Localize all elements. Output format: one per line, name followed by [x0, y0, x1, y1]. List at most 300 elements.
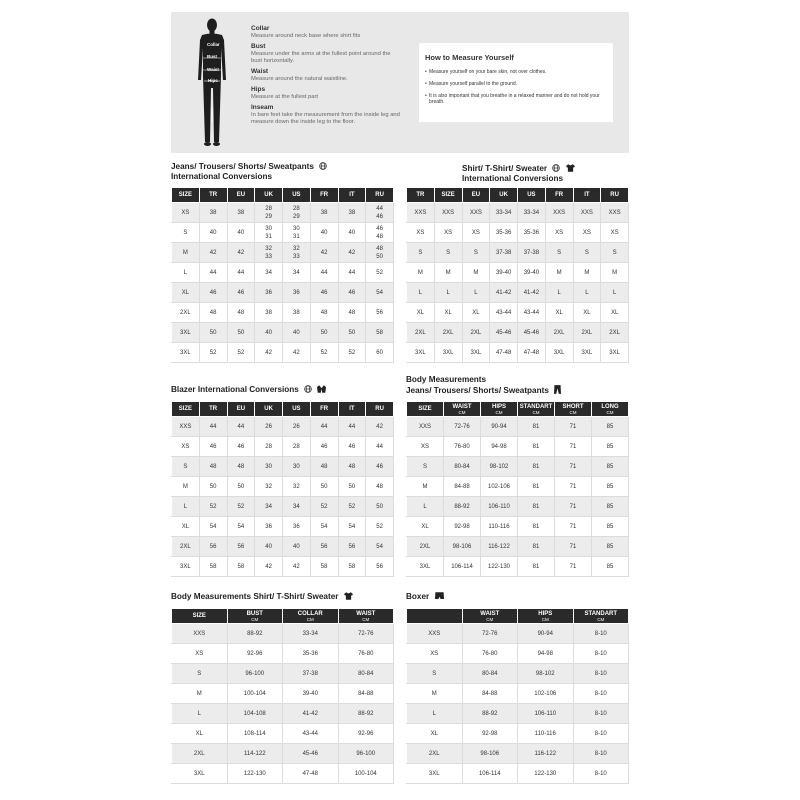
table-row	[407, 437, 629, 457]
table-cell: XL	[407, 517, 444, 537]
table-header-row	[407, 609, 629, 624]
table-cell: 90-94	[481, 417, 518, 437]
table-row	[172, 644, 394, 664]
table-cell: 46	[310, 283, 338, 303]
table-cell: 50	[199, 477, 227, 497]
table-cell: M	[407, 263, 435, 283]
table-cell: XXS	[172, 624, 228, 644]
table-cell: XS	[434, 223, 462, 243]
table-cell: 72-76	[444, 417, 481, 437]
table-cell: 2XL	[545, 323, 573, 343]
table-row	[407, 303, 629, 323]
table-cell: S	[172, 457, 200, 477]
table-row	[407, 343, 629, 363]
column-header	[573, 609, 629, 624]
table-row	[172, 243, 394, 263]
blazer-intl-title	[171, 385, 326, 395]
table-cell: 47-48	[518, 343, 546, 363]
table-cell: XXS	[601, 203, 629, 223]
measure-title: Waist	[251, 68, 269, 75]
table-cell: XXS	[407, 417, 444, 437]
column-header-label: STANDART	[519, 403, 553, 410]
column-header: UK	[490, 188, 518, 203]
table-cell: 42	[338, 243, 366, 263]
table-cell: 58	[338, 557, 366, 577]
table-cell: 38	[227, 203, 255, 223]
column-header-label: STANDART	[584, 610, 618, 617]
table-row	[172, 457, 394, 477]
table-cell: 90-94	[518, 624, 574, 644]
column-header: EU	[462, 188, 490, 203]
table-cell: 98-106	[444, 537, 481, 557]
table-cell: M	[172, 684, 228, 704]
table-header-row	[172, 402, 394, 417]
table-cell: XXS	[407, 203, 435, 223]
body-jeans-table	[406, 401, 629, 577]
table-cell: 30	[255, 457, 283, 477]
table-cell: 46	[199, 283, 227, 303]
table-row	[407, 724, 629, 744]
table-cell: 3XL	[407, 764, 463, 784]
body-shirt-title-line1: Body Measurements Shirt/ T-Shirt/ Sweater	[171, 592, 339, 601]
table-cell: XS	[573, 223, 601, 243]
table-cell: 48	[310, 457, 338, 477]
table-row	[172, 203, 394, 223]
table-cell: 52	[366, 263, 394, 283]
table-row	[407, 764, 629, 784]
table-cell: 36	[255, 283, 283, 303]
table-cell: 81	[518, 437, 555, 457]
table-cell: 56	[310, 537, 338, 557]
column-header-unit: CM	[541, 616, 549, 622]
column-header: RU	[601, 188, 629, 203]
column-header	[283, 609, 339, 624]
column-header-label: HIPS	[538, 610, 553, 617]
table-cell: 104-108	[227, 704, 283, 724]
table-cell: 72-76	[462, 624, 518, 644]
table-cell: 92-96	[227, 644, 283, 664]
column-header-label: WAIST	[356, 610, 376, 617]
table-cell: 36	[255, 517, 283, 537]
column-header-unit: CM	[306, 616, 314, 622]
body-shirt-title	[171, 592, 353, 602]
table-cell: 50	[227, 323, 255, 343]
table-cell: 106-110	[518, 704, 574, 724]
table-row	[172, 764, 394, 784]
table-cell: XL	[434, 303, 462, 323]
globe-icon	[552, 164, 560, 172]
table-header-row	[172, 609, 394, 624]
column-header: SIZE	[434, 188, 462, 203]
table-row	[172, 437, 394, 457]
table-cell: 8-10	[573, 704, 629, 724]
trousers-icon	[554, 385, 561, 394]
table-cell: 40	[283, 537, 311, 557]
figure-label-inseam: Inseam	[209, 108, 214, 122]
table-cell: 71	[555, 517, 592, 537]
table-cell: 116-122	[481, 537, 518, 557]
column-header: IT	[573, 188, 601, 203]
table-cell: L	[601, 283, 629, 303]
table-cell: 36	[283, 283, 311, 303]
table-cell: 28 29	[255, 203, 283, 223]
table-cell: L	[434, 283, 462, 303]
table-cell: 56	[227, 537, 255, 557]
table-cell: 81	[518, 417, 555, 437]
table-cell: XXS	[545, 203, 573, 223]
table-cell: XL	[172, 283, 200, 303]
measure-title: Collar	[251, 25, 270, 32]
table-cell: 35-36	[283, 644, 339, 664]
column-header	[555, 402, 592, 417]
table-row	[407, 684, 629, 704]
table-cell: XL	[407, 724, 463, 744]
table-cell: 92-98	[462, 724, 518, 744]
column-header: FR	[545, 188, 573, 203]
body-jeans-title-line1: Body Measurements	[406, 375, 487, 384]
column-header-unit: CM	[597, 616, 605, 622]
table-cell: M	[545, 263, 573, 283]
jeans-intl-table	[171, 187, 394, 363]
table-cell: S	[462, 243, 490, 263]
table-cell: 81	[518, 537, 555, 557]
table-cell: 80-84	[444, 457, 481, 477]
table-cell: 3XL	[407, 343, 435, 363]
table-row	[407, 417, 629, 437]
table-cell: 98-106	[462, 744, 518, 764]
tshirt-icon	[566, 164, 575, 172]
column-header: TR	[199, 188, 227, 203]
table-row	[407, 624, 629, 644]
table-cell: 3XL	[601, 343, 629, 363]
table-cell: 44	[199, 263, 227, 283]
table-cell: 3XL	[573, 343, 601, 363]
column-header: EU	[227, 402, 255, 417]
table-cell: 32	[283, 477, 311, 497]
table-cell: 34	[255, 263, 283, 283]
table-cell: 52	[338, 497, 366, 517]
table-cell: 85	[592, 517, 629, 537]
table-cell: S	[434, 243, 462, 263]
how-to-item: • Measure yourself parallel to the ground.	[425, 81, 609, 87]
table-cell: 48	[227, 457, 255, 477]
how-to-measure-box	[419, 43, 613, 122]
column-header	[407, 609, 463, 624]
table-cell: 42	[310, 243, 338, 263]
column-header: IT	[338, 188, 366, 203]
table-cell: 92-98	[444, 517, 481, 537]
table-cell: 96-100	[227, 664, 283, 684]
table-cell: 84-88	[338, 684, 394, 704]
figure-label-bust: Bust	[207, 54, 217, 59]
column-header-label: SHORT	[562, 403, 584, 410]
table-cell: 39-40	[283, 684, 339, 704]
table-cell: 85	[592, 497, 629, 517]
table-cell: 3XL	[434, 343, 462, 363]
table-cell: 40	[338, 223, 366, 243]
table-cell: M	[407, 477, 444, 497]
table-cell: 47-48	[283, 764, 339, 784]
table-cell: 71	[555, 557, 592, 577]
table-cell: 8-10	[573, 644, 629, 664]
table-cell: 34	[283, 263, 311, 283]
table-cell: 34	[255, 497, 283, 517]
measure-desc: Measure around the natural waistline.	[251, 76, 348, 82]
table-cell: 2XL	[573, 323, 601, 343]
table-cell: 33-34	[283, 624, 339, 644]
table-cell: 39-40	[490, 263, 518, 283]
blazer-intl-table	[171, 401, 394, 577]
table-cell: 44 46	[366, 203, 394, 223]
table-cell: 42	[255, 557, 283, 577]
table-cell: 2XL	[172, 744, 228, 764]
measure-title: Inseam	[251, 104, 274, 111]
table-row	[172, 537, 394, 557]
table-cell: 35-36	[490, 223, 518, 243]
boxer-icon	[435, 592, 444, 600]
table-cell: 88-92	[338, 704, 394, 724]
figure-label-collar: Collar	[207, 42, 220, 47]
table-cell: L	[573, 283, 601, 303]
table-cell: 26	[255, 417, 283, 437]
column-header-label: BUST	[246, 610, 263, 617]
table-header-row	[172, 188, 394, 203]
table-cell: 42	[283, 343, 311, 363]
table-cell: XS	[407, 437, 444, 457]
table-cell: 40	[310, 223, 338, 243]
table-row	[407, 203, 629, 223]
table-cell: 35-36	[518, 223, 546, 243]
table-cell: 100-104	[227, 684, 283, 704]
table-cell: 46	[366, 457, 394, 477]
table-cell: 41-42	[518, 283, 546, 303]
table-cell: 54	[310, 517, 338, 537]
table-cell: 52	[199, 497, 227, 517]
table-cell: 2XL	[172, 303, 200, 323]
table-cell: 3XL	[172, 343, 200, 363]
table-cell: 43-44	[490, 303, 518, 323]
measurement-guide	[171, 12, 629, 153]
blazer-icon	[317, 385, 326, 393]
column-header	[518, 402, 555, 417]
column-header-unit: CM	[495, 409, 503, 415]
table-cell: M	[407, 684, 463, 704]
table-cell: 76-80	[444, 437, 481, 457]
table-cell: 39-40	[518, 263, 546, 283]
column-header: UK	[255, 188, 283, 203]
table-row	[172, 704, 394, 724]
table-cell: 42	[283, 557, 311, 577]
table-cell: 45-46	[518, 323, 546, 343]
blazer-intl-title-line1: Blazer International Conversions	[171, 385, 299, 394]
table-cell: 52	[199, 343, 227, 363]
table-cell: 85	[592, 437, 629, 457]
table-cell: 3XL	[545, 343, 573, 363]
table-header-row	[407, 188, 629, 203]
column-header-unit: CM	[362, 616, 370, 622]
table-cell: 38	[310, 203, 338, 223]
table-cell: 48	[227, 303, 255, 323]
table-cell: S	[407, 457, 444, 477]
table-cell: XXS	[407, 624, 463, 644]
column-header	[592, 402, 629, 417]
table-cell: 94-98	[481, 437, 518, 457]
table-cell: 44	[338, 263, 366, 283]
table-row	[172, 223, 394, 243]
table-cell: 40	[255, 323, 283, 343]
table-cell: 60	[366, 343, 394, 363]
table-cell: 40	[227, 223, 255, 243]
jeans-intl-title-line2: International Conversions	[171, 172, 272, 181]
table-row	[407, 263, 629, 283]
table-cell: XL	[172, 517, 200, 537]
table-cell: 85	[592, 537, 629, 557]
table-cell: 32 33	[255, 243, 283, 263]
measure-list	[251, 22, 401, 126]
table-cell: 81	[518, 557, 555, 577]
table-cell: 54	[366, 537, 394, 557]
table-cell: XL	[407, 303, 435, 323]
jeans-intl-title-line1: Jeans/ Trousers/ Shorts/ Sweatpants	[171, 162, 314, 171]
table-cell: L	[545, 283, 573, 303]
table-cell: 8-10	[573, 664, 629, 684]
table-cell: 52	[310, 497, 338, 517]
table-cell: 41-42	[283, 704, 339, 724]
table-row	[172, 477, 394, 497]
table-row	[407, 744, 629, 764]
table-cell: 44	[366, 437, 394, 457]
table-cell: XL	[545, 303, 573, 323]
table-cell: 2XL	[462, 323, 490, 343]
table-cell: 41-42	[490, 283, 518, 303]
table-cell: 46	[199, 437, 227, 457]
table-row	[172, 664, 394, 684]
table-cell: M	[172, 243, 200, 263]
table-cell: 47-48	[490, 343, 518, 363]
table-cell: 88-92	[462, 704, 518, 724]
table-cell: 102-106	[518, 684, 574, 704]
table-cell: 48 50	[366, 243, 394, 263]
table-cell: 42	[227, 243, 255, 263]
table-cell: XXS	[434, 203, 462, 223]
table-cell: S	[573, 243, 601, 263]
table-cell: 46	[227, 437, 255, 457]
column-header	[338, 609, 394, 624]
table-cell: 71	[555, 477, 592, 497]
table-cell: 44	[199, 417, 227, 437]
table-cell: 45-46	[283, 744, 339, 764]
table-cell: 50	[366, 497, 394, 517]
boxer-title-line1: Boxer	[406, 592, 430, 601]
table-cell: 43-44	[518, 303, 546, 323]
table-cell: 80-84	[462, 664, 518, 684]
table-cell: 81	[518, 477, 555, 497]
column-header-unit: CM	[532, 409, 540, 415]
table-cell: 81	[518, 517, 555, 537]
table-row	[172, 684, 394, 704]
how-to-item: • It is also important that you breathe in a relaxed manner and do not hold your breath.	[425, 93, 609, 105]
table-cell: 50	[310, 477, 338, 497]
table-cell: 56	[199, 537, 227, 557]
table-cell: 48	[310, 303, 338, 323]
table-cell: 71	[555, 537, 592, 557]
column-header	[462, 609, 518, 624]
table-cell: XXS	[462, 203, 490, 223]
table-cell: 44	[310, 417, 338, 437]
table-cell: 88-92	[227, 624, 283, 644]
table-row	[407, 557, 629, 577]
table-cell: 76-80	[462, 644, 518, 664]
table-cell: S	[601, 243, 629, 263]
table-cell: 30	[283, 457, 311, 477]
table-cell: 46	[338, 437, 366, 457]
column-header-unit: CM	[569, 409, 577, 415]
column-header	[518, 609, 574, 624]
table-cell: XS	[172, 437, 200, 457]
boxer-table	[406, 608, 629, 784]
table-cell: 58	[310, 557, 338, 577]
table-cell: 81	[518, 457, 555, 477]
table-cell: XXS	[172, 417, 200, 437]
column-header: EU	[227, 188, 255, 203]
table-cell: S	[172, 223, 200, 243]
table-cell: XS	[407, 644, 463, 664]
column-header-unit: CM	[458, 409, 466, 415]
table-cell: 52	[227, 497, 255, 517]
table-cell: 2XL	[407, 323, 435, 343]
table-cell: 44	[310, 263, 338, 283]
column-header: US	[518, 188, 546, 203]
table-row	[172, 724, 394, 744]
measure-desc: In bare feet take the measurement from the inside leg and measure down the inside leg to the floor.	[251, 112, 400, 125]
table-cell: 48	[338, 303, 366, 323]
table-cell: 71	[555, 457, 592, 477]
globe-icon	[304, 385, 312, 393]
table-cell: 40	[283, 323, 311, 343]
table-cell: 98-102	[481, 457, 518, 477]
table-cell: L	[172, 497, 200, 517]
table-cell: 48	[338, 457, 366, 477]
table-cell: XL	[601, 303, 629, 323]
table-cell: 40	[255, 537, 283, 557]
boxer-title	[406, 592, 444, 602]
table-cell: 32 33	[283, 243, 311, 263]
table-cell: 8-10	[573, 764, 629, 784]
table-row	[407, 223, 629, 243]
table-row	[172, 744, 394, 764]
jeans-intl-title	[171, 162, 327, 182]
table-cell: 122-130	[481, 557, 518, 577]
table-cell: 54	[199, 517, 227, 537]
table-row	[407, 457, 629, 477]
table-cell: 81	[518, 497, 555, 517]
table-cell: 50	[227, 477, 255, 497]
table-cell: L	[462, 283, 490, 303]
table-cell: 52	[310, 343, 338, 363]
table-cell: 43-44	[283, 724, 339, 744]
column-header-unit: CM	[606, 409, 614, 415]
table-cell: 45-46	[490, 323, 518, 343]
table-cell: 85	[592, 477, 629, 497]
table-cell: 2XL	[601, 323, 629, 343]
table-cell: 26	[283, 417, 311, 437]
table-row	[407, 243, 629, 263]
table-cell: M	[462, 263, 490, 283]
table-cell: XS	[172, 203, 200, 223]
table-cell: 42	[199, 243, 227, 263]
table-cell: 46 48	[366, 223, 394, 243]
how-to-item: • Measure yourself on your bare skin, not over clothes.	[425, 69, 609, 75]
